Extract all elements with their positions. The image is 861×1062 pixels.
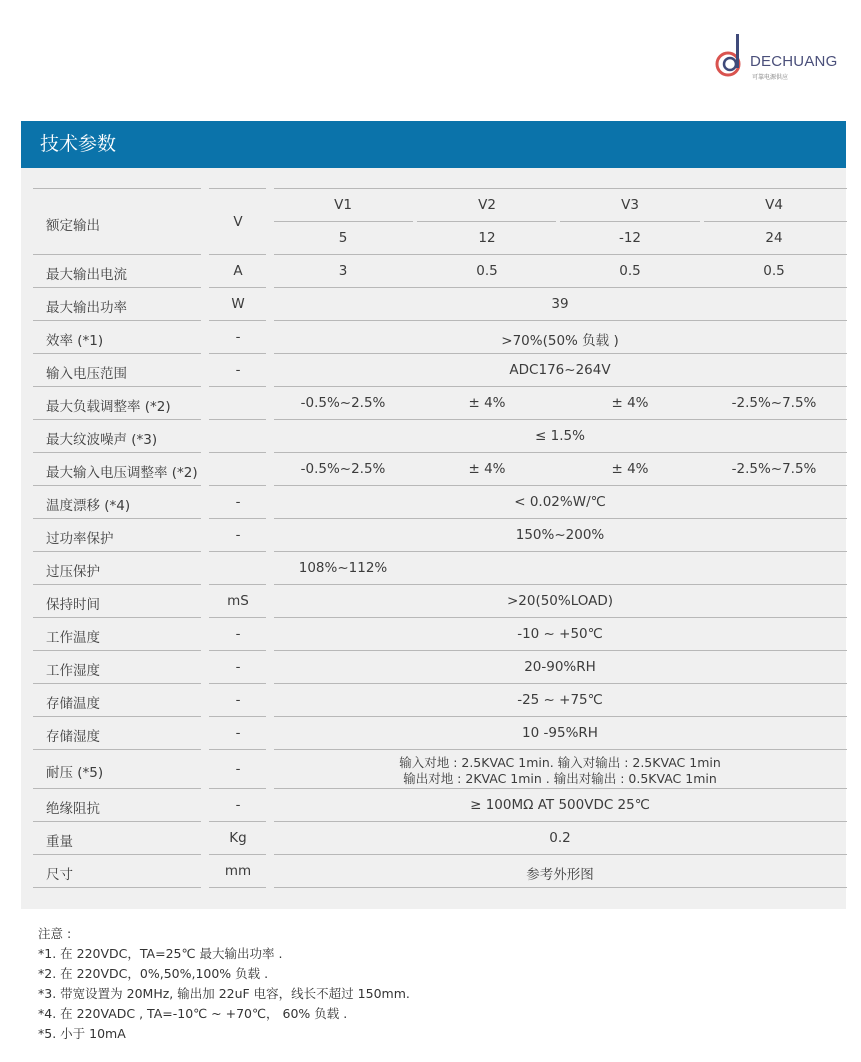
storage-humidity-unit: - [235,725,241,741]
work-humidity-value: 20-90%RH [524,659,596,675]
size-label: 尺寸 [46,867,73,883]
note-3: *3. 带宽设置为 20MHz, 输出加 22uF 电容，线长不超过 150mm. [38,986,410,1001]
work-temp-value: -10 ~ +50℃ [517,626,603,642]
overpower-unit: - [235,527,241,543]
rated-output-v1: 5 [338,230,348,246]
line-regulation-label: 最大输入电压调整率 (*2) [46,465,198,481]
logo-mark-icon [712,32,752,82]
logo-tagline: 可靠电源供应 [752,74,789,81]
load-regulation-label: 最大负载调整率 (*2) [46,399,171,415]
hold-time-label: 保持时间 [46,597,100,613]
max-current-v2: 0.5 [476,263,498,279]
hold-time-value: >20(50%LOAD) [506,593,614,609]
storage-temp-value: -25 ~ +75℃ [517,692,603,708]
work-temp-unit: - [235,626,241,642]
storage-temp-label: 存储温度 [46,696,100,712]
efficiency-value: >70%(50% 负载 ) [501,333,619,349]
efficiency-label: 效率 (*1) [46,333,104,349]
load-regulation-v1: -0.5%~2.5% [300,395,386,411]
withstand-label: 耐压 (*5) [46,765,104,781]
max-current-label: 最大输出电流 [46,267,127,283]
column-v3-header: V3 [621,197,639,213]
weight-unit: Kg [229,830,247,846]
rated-output-unit: V [233,214,243,230]
max-power-label: 最大输出功率 [46,300,127,316]
line-regulation-v3: ± 4% [611,461,649,477]
size-unit: mm [224,863,252,879]
rated-output-v2: 12 [478,230,496,246]
weight-label: 重量 [46,834,73,850]
storage-humidity-label: 存储湿度 [46,729,100,745]
rated-output-v3: -12 [618,230,642,246]
insulation-value: ≥ 100MΩ AT 500VDC 25℃ [470,797,650,813]
brand-logo [712,32,852,86]
temp-drift-value: < 0.02%W/℃ [514,494,606,510]
note-4: *4. 在 220VADC , TA=-10℃ ~ +70℃， 60% 负载 . [38,1006,348,1021]
note-5: *5. 小于 10mA [38,1026,126,1041]
line-regulation-v4: -2.5%~7.5% [731,461,817,477]
load-regulation-v4: -2.5%~7.5% [731,395,817,411]
note-1: *1. 在 220VDC，TA=25℃ 最大输出功率 . [38,946,283,961]
overvoltage-label: 过压保护 [46,564,100,580]
max-power-unit: W [231,296,245,312]
notes-title: 注意 : [38,926,72,941]
efficiency-unit: - [235,329,241,345]
weight-value: 0.2 [549,830,571,846]
column-v1-header: V1 [334,197,352,213]
max-current-v1: 3 [338,263,348,279]
line-regulation-v1: -0.5%~2.5% [300,461,386,477]
overpower-value: 150%~200% [515,527,605,543]
overvoltage-v1: 108%~112% [298,560,388,576]
column-v2-header: V2 [478,197,496,213]
input-range-value: ADC176~264V [509,362,611,378]
storage-temp-unit: - [235,692,241,708]
temp-drift-unit: - [235,494,241,510]
spec-panel [21,121,846,909]
storage-humidity-value: 10 -95%RH [522,725,598,741]
notes-section [38,924,410,1044]
rated-output-v4: 24 [765,230,783,246]
insulation-label: 绝缘阻抗 [46,801,100,817]
load-regulation-v2: ± 4% [468,395,506,411]
work-temp-label: 工作温度 [46,630,100,646]
logo-name: DECHUANG [750,53,838,70]
temp-drift-label: 温度漂移 (*4) [46,498,131,514]
section-title: 技术参数 [21,121,846,168]
input-range-label: 输入电压范围 [46,366,127,382]
max-current-v4: 0.5 [763,263,785,279]
overpower-label: 过功率保护 [46,531,114,547]
hold-time-unit: mS [227,593,249,609]
max-current-v3: 0.5 [619,263,641,279]
insulation-unit: - [235,797,241,813]
work-humidity-unit: - [235,659,241,675]
work-humidity-label: 工作湿度 [46,663,100,679]
withstand-line-2: 输出对地 : 2KVAC 1min . 输出对输出 : 0.5KVAC 1min [403,771,717,786]
column-v4-header: V4 [765,197,783,213]
note-2: *2. 在 220VDC，0%,50%,100% 负载 . [38,966,269,981]
max-power-value: 39 [551,296,569,312]
ripple-label: 最大纹波噪声 (*3) [46,432,158,448]
line-regulation-v2: ± 4% [468,461,506,477]
size-value: 参考外形图 [526,867,594,883]
load-regulation-v3: ± 4% [611,395,649,411]
withstand-line-1: 输入对地 : 2.5KVAC 1min. 输入对输出 : 2.5KVAC 1min [399,755,721,770]
rated-output-label: 额定输出 [46,218,100,234]
ripple-value: ≤ 1.5% [535,428,585,444]
withstand-unit: - [235,761,241,777]
max-current-unit: A [233,263,243,279]
input-range-unit: - [235,362,241,378]
